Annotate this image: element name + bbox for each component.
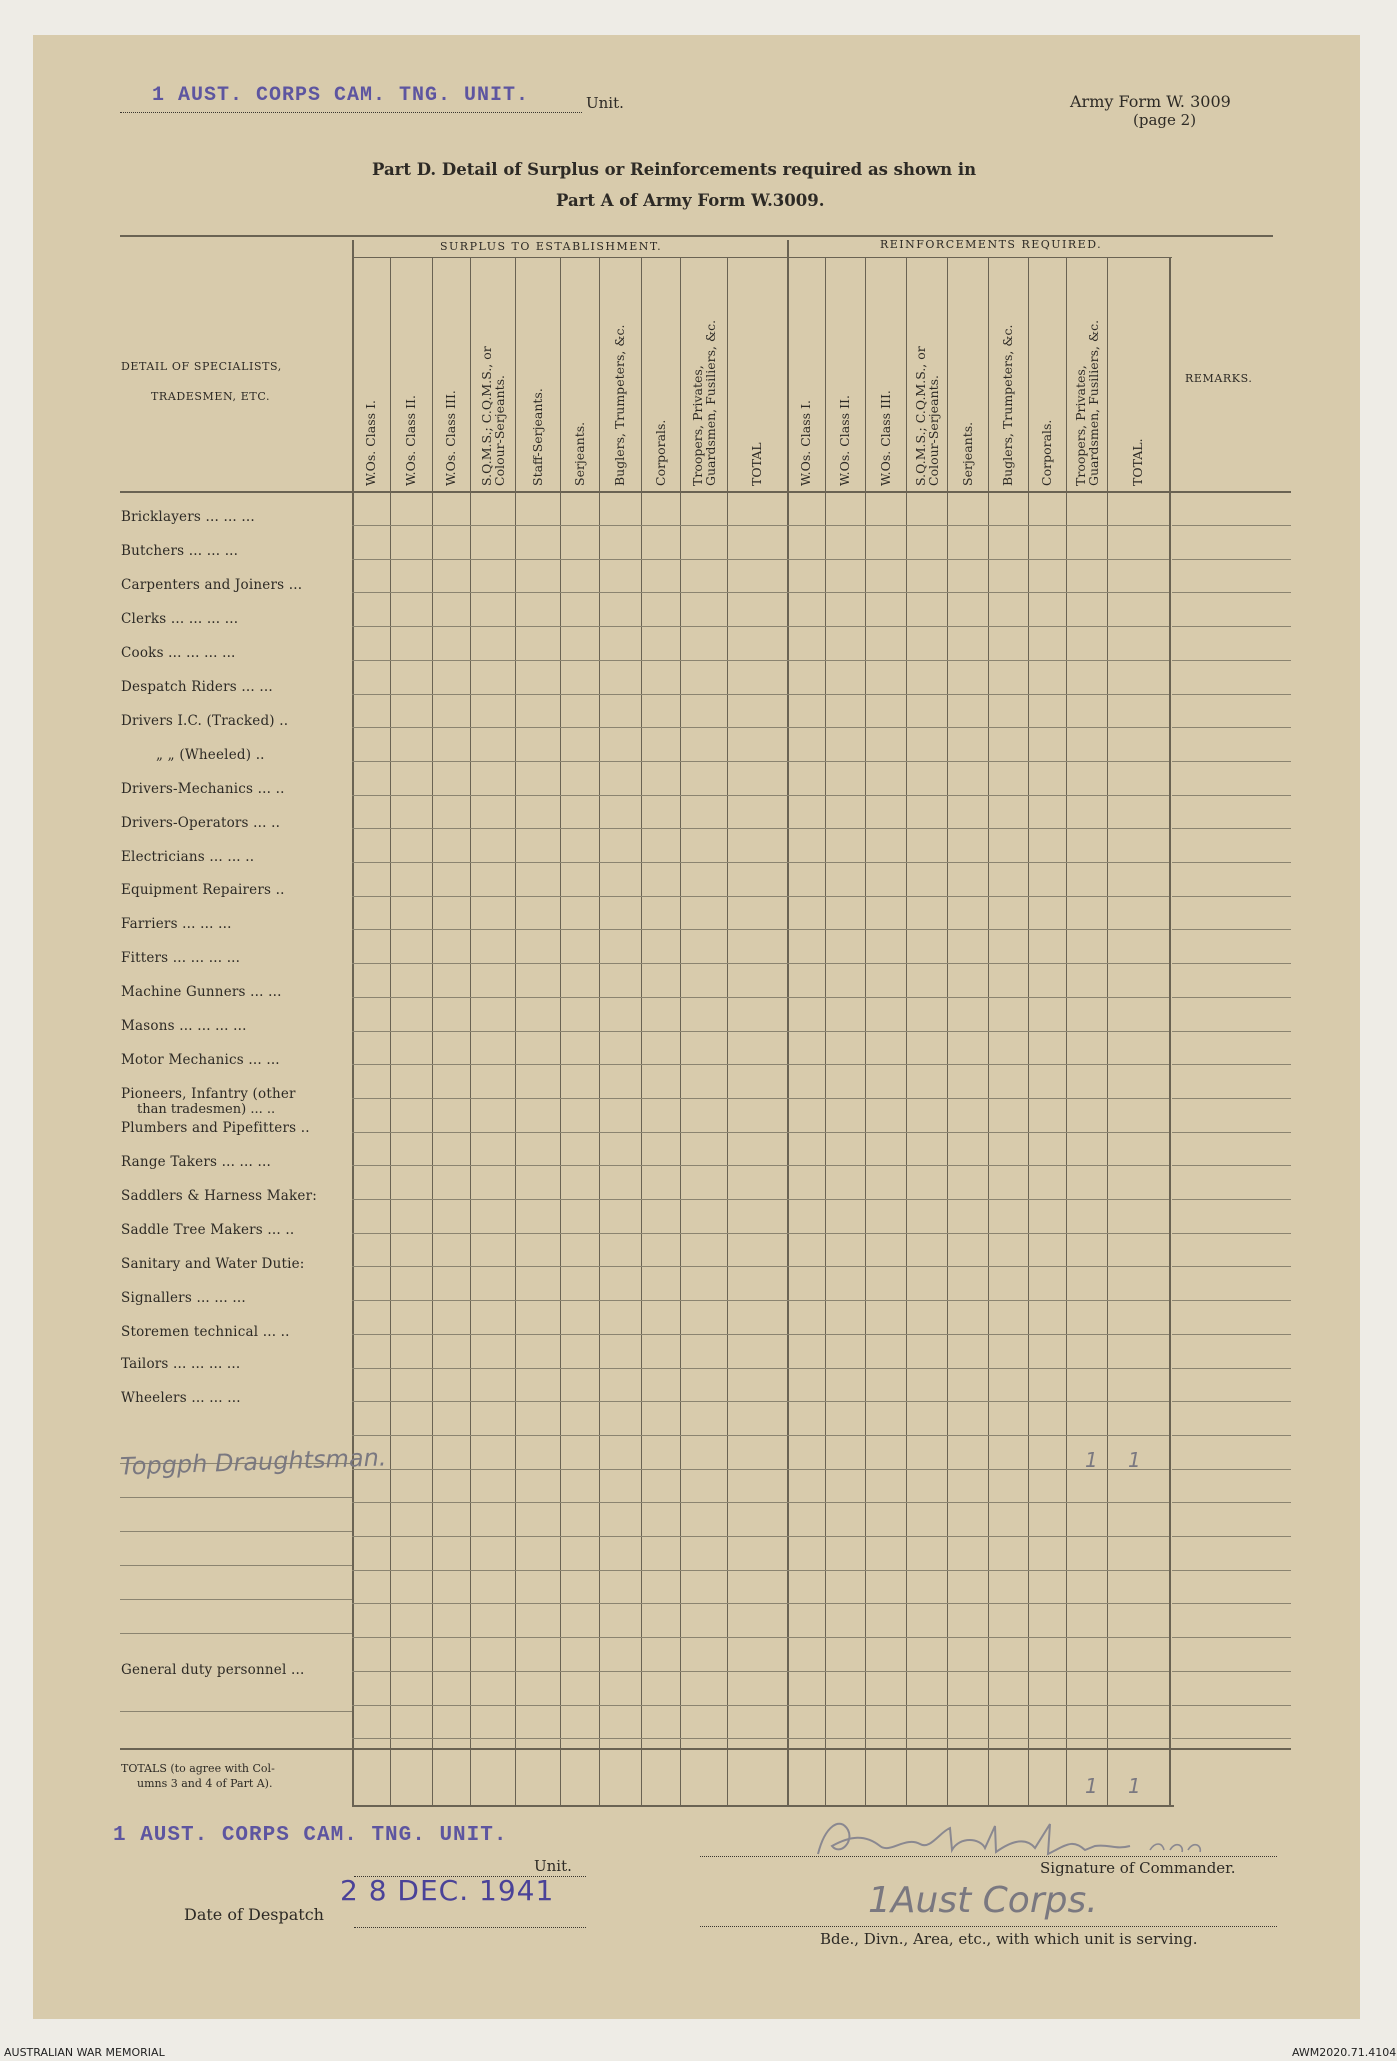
specialist-row-label: Drivers-Mechanics ... ..	[121, 781, 285, 797]
remarks-row-rule	[1172, 1469, 1291, 1470]
surplus-group-header: SURPLUS TO ESTABLISHMENT.	[440, 240, 663, 253]
column-header-line: Colour-Serjeants.	[925, 375, 941, 486]
remarks-row-rule	[1172, 795, 1291, 796]
specialist-row-label: Machine Gunners ... ...	[121, 984, 282, 1000]
totals-value-1: 1	[1085, 1774, 1098, 1798]
specialist-row-label: Tailors ... ... ... ...	[121, 1356, 241, 1372]
column-header-line: W.Os. Class II.	[837, 395, 852, 486]
row-rule	[352, 963, 1169, 964]
row-rule	[352, 1637, 1169, 1638]
specialist-row-label: Drivers-Operators ... ..	[121, 815, 281, 831]
remarks-row-rule	[1172, 1671, 1291, 1672]
remarks-row-rule	[1172, 929, 1291, 930]
bde-dotted-line	[700, 1926, 1277, 1927]
unit-stamp: 1 AUST. CORPS CAM. TNG. UNIT.	[152, 84, 530, 107]
commander-signature	[810, 1806, 1250, 1866]
row-rule	[352, 1469, 1169, 1470]
surplus-column-header	[691, 320, 717, 486]
row-rule	[352, 1705, 1169, 1706]
surplus-column-header	[750, 442, 763, 486]
specialist-row-label: Wheelers ... ... ...	[121, 1390, 241, 1406]
column-header-line: W.Os. Class III.	[877, 390, 893, 486]
remarks-row-rule	[1172, 1435, 1291, 1436]
row-rule	[352, 828, 1169, 829]
remarks-row-rule	[1172, 1570, 1291, 1571]
column-header-line: TOTAL	[749, 442, 764, 486]
row-rule	[352, 1738, 1169, 1739]
remarks-row-rule	[1172, 660, 1291, 661]
specialist-row-label: Clerks ... ... ... ...	[121, 611, 239, 627]
reinforcements-column-header	[879, 390, 892, 486]
footer-unit-label: Unit.	[534, 1857, 572, 1875]
row-rule	[352, 1064, 1169, 1065]
row-rule	[352, 1603, 1169, 1604]
row-rule	[352, 1165, 1169, 1166]
column-header-line: S.Q.M.S.; C.Q.M.S., or	[912, 346, 928, 486]
remarks-row-rule	[1172, 1738, 1291, 1739]
column-header-line: Guardsmen, Fusiliers, &c.	[1085, 319, 1101, 486]
row-rule	[352, 896, 1169, 897]
remarks-row-rule	[1172, 1165, 1291, 1166]
column-header-line: Buglers, Trumpeters, &c.	[612, 324, 627, 486]
column-header-line: Buglers, Trumpeters, &c.	[1000, 324, 1015, 486]
blank-label-rule	[120, 1497, 352, 1498]
column-header-line: W.Os. Class III.	[443, 390, 458, 486]
remarks-row-rule	[1172, 1132, 1291, 1133]
row-rule	[352, 1098, 1169, 1099]
remarks-row-rule	[1172, 1536, 1291, 1537]
remarks-row-rule	[1172, 1705, 1291, 1706]
specialist-row-label: Fitters ... ... ... ...	[121, 950, 241, 966]
column-rule	[1169, 257, 1171, 1805]
row-rule	[352, 1300, 1169, 1301]
row-rule	[352, 761, 1169, 762]
totals-label-line1: TOTALS (to agree with Col-	[121, 1762, 275, 1775]
specialist-row-label: Drivers I.C. (Tracked) ..	[121, 713, 289, 729]
remarks-row-rule	[1172, 1098, 1291, 1099]
blank-label-rule	[120, 1633, 352, 1634]
specialist-row-label: Sanitary and Water Dutie:	[121, 1256, 305, 1272]
specialist-row-label: Range Takers ... ... ...	[121, 1154, 271, 1170]
reinforcements-column-header	[1131, 438, 1144, 486]
row-rule	[352, 1266, 1169, 1267]
reinforcements-column-header	[1074, 320, 1100, 486]
row-rule	[352, 1502, 1169, 1503]
handwritten-row-label: Topgph Draughtsman.	[119, 1443, 387, 1481]
unit-label: Unit.	[586, 94, 624, 112]
column-header-line: TOTAL.	[1130, 438, 1145, 486]
title-line1: Part D. Detail of Surplus or Reinforcements required as shown in	[372, 160, 977, 179]
specialist-row-label: Storemen technical ... ..	[121, 1324, 290, 1340]
surplus-column-header	[364, 400, 377, 486]
reinforcements-column-header	[1001, 325, 1014, 486]
row-rule	[352, 1671, 1169, 1672]
remarks-row-rule	[1172, 694, 1291, 695]
footer-unit-stamp: 1 AUST. CORPS CAM. TNG. UNIT.	[113, 1824, 508, 1847]
column-header-line: Serjeants.	[571, 421, 587, 486]
remarks-row-rule	[1172, 1031, 1291, 1032]
column-header-line: Guardsmen, Fusiliers, &c.	[702, 319, 718, 486]
row-rule	[352, 929, 1169, 930]
column-header-line: W.Os. Class I.	[798, 400, 813, 486]
remarks-row-rule	[1172, 1368, 1291, 1369]
specialist-row-label: Masons ... ... ... ...	[121, 1018, 247, 1034]
surplus-column-header	[444, 390, 457, 486]
remarks-row-rule	[1172, 1300, 1291, 1301]
remarks-row-rule	[1172, 1603, 1291, 1604]
specialist-row-label: Carpenters and Joiners ...	[121, 577, 303, 593]
reinforcements-column-header	[1040, 420, 1053, 486]
row-rule	[352, 694, 1169, 695]
date-label: Date of Despatch	[184, 1905, 324, 1924]
remarks-row-rule	[1172, 862, 1291, 863]
surplus-column-header	[531, 388, 544, 486]
column-header-line: S.Q.M.S.; C.Q.M.S., or	[478, 346, 494, 486]
column-header-bottom	[120, 491, 1291, 493]
row-rule	[352, 1570, 1169, 1571]
handwritten-row-value-1: 1	[1085, 1448, 1098, 1472]
remarks-row-rule	[1172, 727, 1291, 728]
bde-label: Bde., Divn., Area, etc., with which unit is serving.	[820, 1930, 1198, 1948]
reinforcements-column-header	[799, 400, 812, 486]
remarks-row-rule	[1172, 1233, 1291, 1234]
signature-label: Signature of Commander.	[1040, 1859, 1236, 1877]
blank-label-rule	[120, 1565, 352, 1566]
pioneers-subline: than tradesmen) ... ..	[137, 1102, 276, 1117]
specialist-row-label: Equipment Repairers ..	[121, 882, 285, 898]
remarks-row-rule	[1172, 1266, 1291, 1267]
column-header-line: W.Os. Class II.	[403, 395, 418, 486]
specialist-row-label: Farriers ... ... ...	[121, 916, 232, 932]
caption-left: AUSTRALIAN WAR MEMORIAL	[4, 2046, 165, 2059]
row-rule	[352, 559, 1169, 560]
row-rule	[352, 660, 1169, 661]
specialist-row-label: Pioneers, Infantry (other	[121, 1086, 296, 1102]
specialist-row-label: Butchers ... ... ...	[121, 543, 239, 559]
specialist-row-label: „ „ (Wheeled) ..	[156, 747, 265, 763]
totals-value-2: 1	[1128, 1774, 1141, 1798]
column-header-line: Troopers, Privates,	[1072, 365, 1088, 486]
reinforcements-column-header	[914, 346, 940, 486]
remarks-row-rule	[1172, 1199, 1291, 1200]
specialist-row-label: Bricklayers ... ... ...	[121, 509, 255, 525]
surplus-column-header	[404, 395, 417, 486]
date-stamp: 2 8 DEC. 1941	[340, 1874, 555, 1907]
blank-label-rule	[120, 1711, 352, 1712]
remarks-row-rule	[1172, 997, 1291, 998]
row-rule	[352, 626, 1169, 627]
totals-top-rule	[120, 1748, 1291, 1750]
row-rule	[352, 525, 1169, 526]
reinforcements-group-header: REINFORCEMENTS REQUIRED.	[880, 238, 1103, 251]
totals-label-line2: umns 3 and 4 of Part A).	[137, 1777, 273, 1790]
specialist-row-label: Plumbers and Pipefitters ..	[121, 1120, 310, 1136]
remarks-row-rule	[1172, 1401, 1291, 1402]
row-rule	[352, 592, 1169, 593]
surplus-column-header	[480, 346, 506, 486]
remarks-row-rule	[1172, 828, 1291, 829]
surplus-column-header	[654, 420, 667, 486]
row-rule	[352, 1368, 1169, 1369]
remarks-row-rule	[1172, 626, 1291, 627]
row-rule	[352, 1132, 1169, 1133]
title-line2: Part A of Army Form W.3009.	[556, 191, 825, 210]
remarks-row-rule	[1172, 1064, 1291, 1065]
row-rule	[352, 1031, 1169, 1032]
column-header-line: Corporals.	[1039, 419, 1054, 486]
row-rule	[352, 1536, 1169, 1537]
specialist-row-label: Electricians ... ... ..	[121, 849, 255, 865]
remarks-header: REMARKS.	[1185, 372, 1253, 385]
remarks-row-rule	[1172, 559, 1291, 560]
surplus-column-header	[613, 325, 626, 486]
general-duty-label: General duty personnel ...	[121, 1662, 305, 1678]
specialist-row-label: Saddlers & Harness Maker:	[121, 1188, 318, 1204]
blank-label-rule	[120, 1599, 352, 1600]
column-header-line: W.Os. Class I.	[363, 400, 378, 486]
column-header-line: Staff-Serjeants.	[529, 388, 545, 486]
remarks-row-rule	[1172, 896, 1291, 897]
column-header-line: Serjeants.	[959, 421, 975, 486]
remarks-row-rule	[1172, 963, 1291, 964]
remarks-row-rule	[1172, 761, 1291, 762]
group-header-rule	[352, 257, 1172, 258]
remarks-row-rule	[1172, 1334, 1291, 1335]
reinforcements-column-header	[838, 395, 851, 486]
row-rule	[352, 727, 1169, 728]
unit-dotted-line	[120, 112, 582, 113]
row-rule	[352, 1401, 1169, 1402]
blank-label-rule	[120, 1531, 352, 1532]
column-header-line: Colour-Serjeants.	[491, 375, 507, 486]
table-top-border	[120, 235, 1273, 237]
specialist-row-label: Motor Mechanics ... ...	[121, 1052, 280, 1068]
handwritten-corps: 1Aust Corps.	[868, 1880, 1098, 1921]
row-rule	[352, 997, 1169, 998]
row-rule	[352, 1435, 1169, 1436]
detail-header-line1: DETAIL OF SPECIALISTS,	[121, 360, 282, 373]
row-rule	[352, 795, 1169, 796]
column-header-line: Corporals.	[652, 419, 668, 486]
row-rule	[352, 1334, 1169, 1335]
reinforcements-column-header	[961, 422, 974, 486]
row-rule	[352, 1199, 1169, 1200]
remarks-row-rule	[1172, 525, 1291, 526]
signature-dotted-line	[700, 1856, 1277, 1857]
specialist-row-label: Saddle Tree Makers ... ..	[121, 1222, 295, 1238]
row-rule	[352, 862, 1169, 863]
surplus-column-header	[573, 422, 586, 486]
row-rule	[352, 1233, 1169, 1234]
specialist-row-label: Cooks ... ... ... ...	[121, 645, 236, 661]
specialist-row-label: Signallers ... ... ...	[121, 1290, 246, 1306]
archive-caption-strip	[0, 2026, 1397, 2061]
remarks-row-rule	[1172, 1637, 1291, 1638]
column-header-line: Troopers, Privates,	[689, 365, 705, 486]
detail-header-line2: TRADESMEN, ETC.	[151, 390, 271, 403]
caption-right: AWM2020.71.4104	[1292, 2046, 1397, 2059]
remarks-row-rule	[1172, 1502, 1291, 1503]
handwritten-row-value-2: 1	[1128, 1448, 1141, 1472]
specialist-row-label: Despatch Riders ... ...	[121, 679, 273, 695]
date-dotted-line	[354, 1927, 586, 1928]
form-page: (page 2)	[1133, 111, 1197, 129]
remarks-row-rule	[1172, 592, 1291, 593]
form-name: Army Form W. 3009	[1070, 92, 1231, 111]
